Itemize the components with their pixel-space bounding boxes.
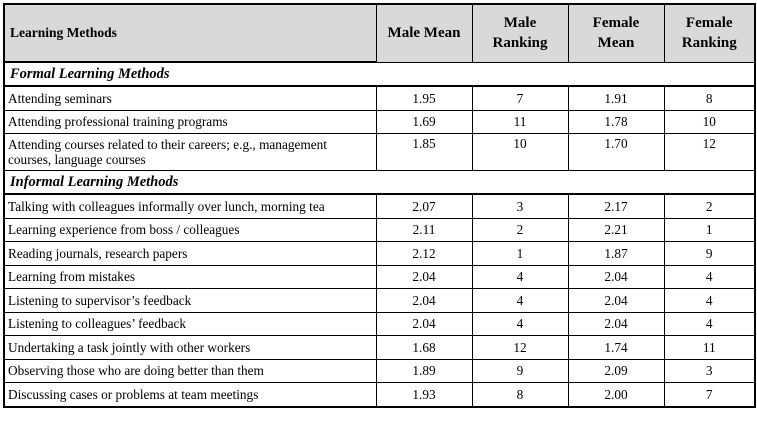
section-title: Informal Learning Methods xyxy=(4,171,755,195)
male-mean-cell: 2.07 xyxy=(376,194,472,218)
table-row xyxy=(4,218,755,242)
female-ranking-cell: 8 xyxy=(664,86,755,110)
table-row xyxy=(4,242,755,266)
male-mean-cell: 2.04 xyxy=(376,312,472,336)
female-ranking-cell: 12 xyxy=(664,134,755,171)
male-ranking-cell: 7 xyxy=(472,86,568,110)
female-ranking-cell: 1 xyxy=(664,218,755,242)
table-row xyxy=(4,383,755,407)
method-cell: Attending courses related to their careers; e.g., management courses, language courses xyxy=(4,134,376,171)
female-ranking-cell: 2 xyxy=(664,194,755,218)
female-mean-cell: 2.04 xyxy=(568,289,664,313)
female-ranking-cell: 4 xyxy=(664,312,755,336)
method-cell: Talking with colleagues informally over lunch, morning tea xyxy=(4,194,376,218)
method-cell: Learning experience from boss / colleagues xyxy=(4,218,376,242)
female-mean-cell: 2.09 xyxy=(568,359,664,383)
male-ranking-cell: 2 xyxy=(472,218,568,242)
method-cell: Observing those who are doing better than them xyxy=(4,359,376,383)
header-male-mean: Male Mean xyxy=(376,4,472,62)
female-mean-cell: 1.78 xyxy=(568,110,664,134)
male-ranking-cell: 4 xyxy=(472,289,568,313)
female-ranking-cell: 11 xyxy=(664,336,755,360)
method-cell: Listening to supervisor’s feedback xyxy=(4,289,376,313)
male-ranking-cell: 12 xyxy=(472,336,568,360)
method-cell: Listening to colleagues’ feedback xyxy=(4,312,376,336)
male-ranking-cell: 4 xyxy=(472,265,568,289)
table-row xyxy=(4,289,755,313)
male-ranking-cell: 11 xyxy=(472,110,568,134)
table-row xyxy=(4,312,755,336)
female-mean-cell: 1.87 xyxy=(568,242,664,266)
male-mean-cell: 2.11 xyxy=(376,218,472,242)
male-mean-cell: 2.04 xyxy=(376,289,472,313)
learning-methods-table xyxy=(3,3,756,408)
female-ranking-cell: 4 xyxy=(664,289,755,313)
learning-methods-table-container xyxy=(3,3,754,408)
table-row xyxy=(4,194,755,218)
female-ranking-cell: 3 xyxy=(664,359,755,383)
male-ranking-cell: 9 xyxy=(472,359,568,383)
method-cell: Attending professional training programs xyxy=(4,110,376,134)
male-ranking-cell: 8 xyxy=(472,383,568,407)
table-row xyxy=(4,359,755,383)
female-ranking-cell: 7 xyxy=(664,383,755,407)
female-mean-cell: 2.00 xyxy=(568,383,664,407)
header-learning-methods: Learning Methods xyxy=(4,4,376,62)
female-ranking-cell: 10 xyxy=(664,110,755,134)
table-body xyxy=(4,62,755,407)
section-title: Formal Learning Methods xyxy=(4,62,755,86)
method-cell: Reading journals, research papers xyxy=(4,242,376,266)
table-row xyxy=(4,110,755,134)
male-mean-cell: 1.89 xyxy=(376,359,472,383)
male-mean-cell: 2.04 xyxy=(376,265,472,289)
method-cell: Discussing cases or problems at team meetings xyxy=(4,383,376,407)
male-ranking-cell: 3 xyxy=(472,194,568,218)
female-mean-cell: 1.70 xyxy=(568,134,664,171)
male-ranking-cell: 10 xyxy=(472,134,568,171)
header-row xyxy=(4,4,755,62)
method-cell: Learning from mistakes xyxy=(4,265,376,289)
female-mean-cell: 2.21 xyxy=(568,218,664,242)
table-row xyxy=(4,265,755,289)
male-ranking-cell: 4 xyxy=(472,312,568,336)
female-mean-cell: 2.17 xyxy=(568,194,664,218)
male-mean-cell: 2.12 xyxy=(376,242,472,266)
male-mean-cell: 1.93 xyxy=(376,383,472,407)
method-cell: Attending seminars xyxy=(4,86,376,110)
header-female-mean: Female Mean xyxy=(568,4,664,62)
female-mean-cell: 1.91 xyxy=(568,86,664,110)
male-mean-cell: 1.95 xyxy=(376,86,472,110)
header-female-ranking: Female Ranking xyxy=(664,4,755,62)
female-mean-cell: 2.04 xyxy=(568,312,664,336)
female-mean-cell: 1.74 xyxy=(568,336,664,360)
male-mean-cell: 1.68 xyxy=(376,336,472,360)
table-row xyxy=(4,86,755,110)
section-header-row xyxy=(4,62,755,86)
male-mean-cell: 1.69 xyxy=(376,110,472,134)
method-cell: Undertaking a task jointly with other workers xyxy=(4,336,376,360)
table-row xyxy=(4,336,755,360)
male-ranking-cell: 1 xyxy=(472,242,568,266)
section-header-row xyxy=(4,171,755,195)
table-row xyxy=(4,134,755,171)
male-mean-cell: 1.85 xyxy=(376,134,472,171)
header-male-ranking: Male Ranking xyxy=(472,4,568,62)
female-mean-cell: 2.04 xyxy=(568,265,664,289)
female-ranking-cell: 4 xyxy=(664,265,755,289)
female-ranking-cell: 9 xyxy=(664,242,755,266)
